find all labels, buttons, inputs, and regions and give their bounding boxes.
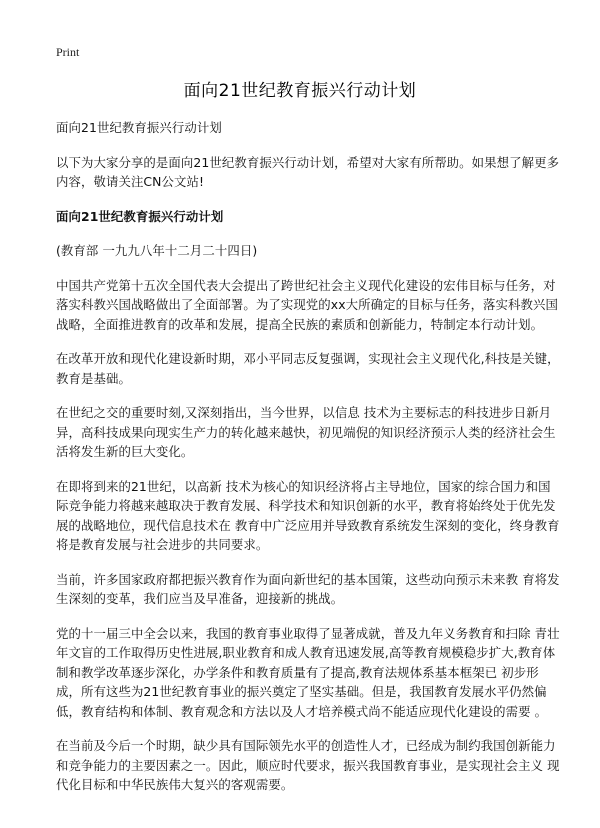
print-link[interactable]: Print xyxy=(56,45,80,59)
article-body xyxy=(56,118,562,810)
article-subtitle: 面向21世纪教育振兴行动计划 xyxy=(56,120,222,135)
paragraph-6: 党的十一届三中全会以来，我国的教育事业取得了显著成就，普及九年义务教育和扫除 青壮年文盲的工作取得历史性进展,职业教育和成人教育迅速发展,高等教育规模稳步扩大,教育体制和教学改革逐步深化，办学条件和教育质量有了提高,教育法规体系基本框架已 初步形成，所有这些为21世纪教育事业的振兴奠定了坚实基础。但是，我国教育发展水平仍然偏低，教育结构和体制、教育观念和方法以及人才培养模式尚不能适应现代化建设的需要 。 xyxy=(56,625,560,719)
paragraph-4: 在即将到来的21世纪，以高新 技术为核心的知识经济将占主导地位，国家的综合国力和国际竞争能力将越来越取决于教育发展、科学技术和知识创新的水平，教育将始终处于优先发展的战略地位，现代信息技术在 教育中广泛应用并导致教育系统发生深刻的变化，终身教育将是教育发展与社会进步的共同要求。 xyxy=(56,478,560,552)
paragraph-1: 中国共产党第十五次全国代表大会提出了跨世纪社会主义现代化建设的宏伟目标与任务，对落实科教兴国战略做出了全面部署。为了实现党的xx大所确定的目标与任务，落实科教兴国战略，全面推进教育的改革和发展，提高全民族的素质和创新能力，特制定本行动计划。 xyxy=(56,277,558,332)
paragraph-2: 在改革开放和现代化建设新时期，邓小平同志反复强调，实现社会主义现代化,科技是关键，教育是基础。 xyxy=(56,351,560,386)
paragraph-5: 当前，许多国家政府都把振兴教育作为面向新世纪的基本国策，这些动向预示未来教 育将发生深刻的变革，我们应当及早准备，迎接新的挑战。 xyxy=(56,571,560,606)
paragraph-3: 在世纪之交的重要时刻,又深刻指出，当今世界，以信息 技术为主要标志的科技进步日新月异，高科技成果向现实生产力的转化越来越快，初见端倪的知识经济预示人类的经济社会生活将发生新的巨大变化。 xyxy=(56,405,556,459)
paragraph-7: 在当前及今后一个时期，缺少具有国际领先水平的创造性人才，已经成为制约我国创新能力和竞争能力的主要因素之一。因此，顺应时代要求，振兴我国教育事业，是实现社会主义 现代化目标和中华民族伟大复兴的客观需要。 xyxy=(56,738,560,792)
section-heading: 面向21世纪教育振兴行动计划 xyxy=(56,208,224,224)
date-line: (教育部 一九九八年十二月二十四日) xyxy=(56,243,258,258)
page-title: 面向21世纪教育振兴行动计划 xyxy=(183,81,417,101)
intro-paragraph: 以下为大家分享的是面向21世纪教育振兴行动计划，希望对大家有所帮助。如果想了解更多内容，敬请关注CN公文站! xyxy=(56,154,560,189)
